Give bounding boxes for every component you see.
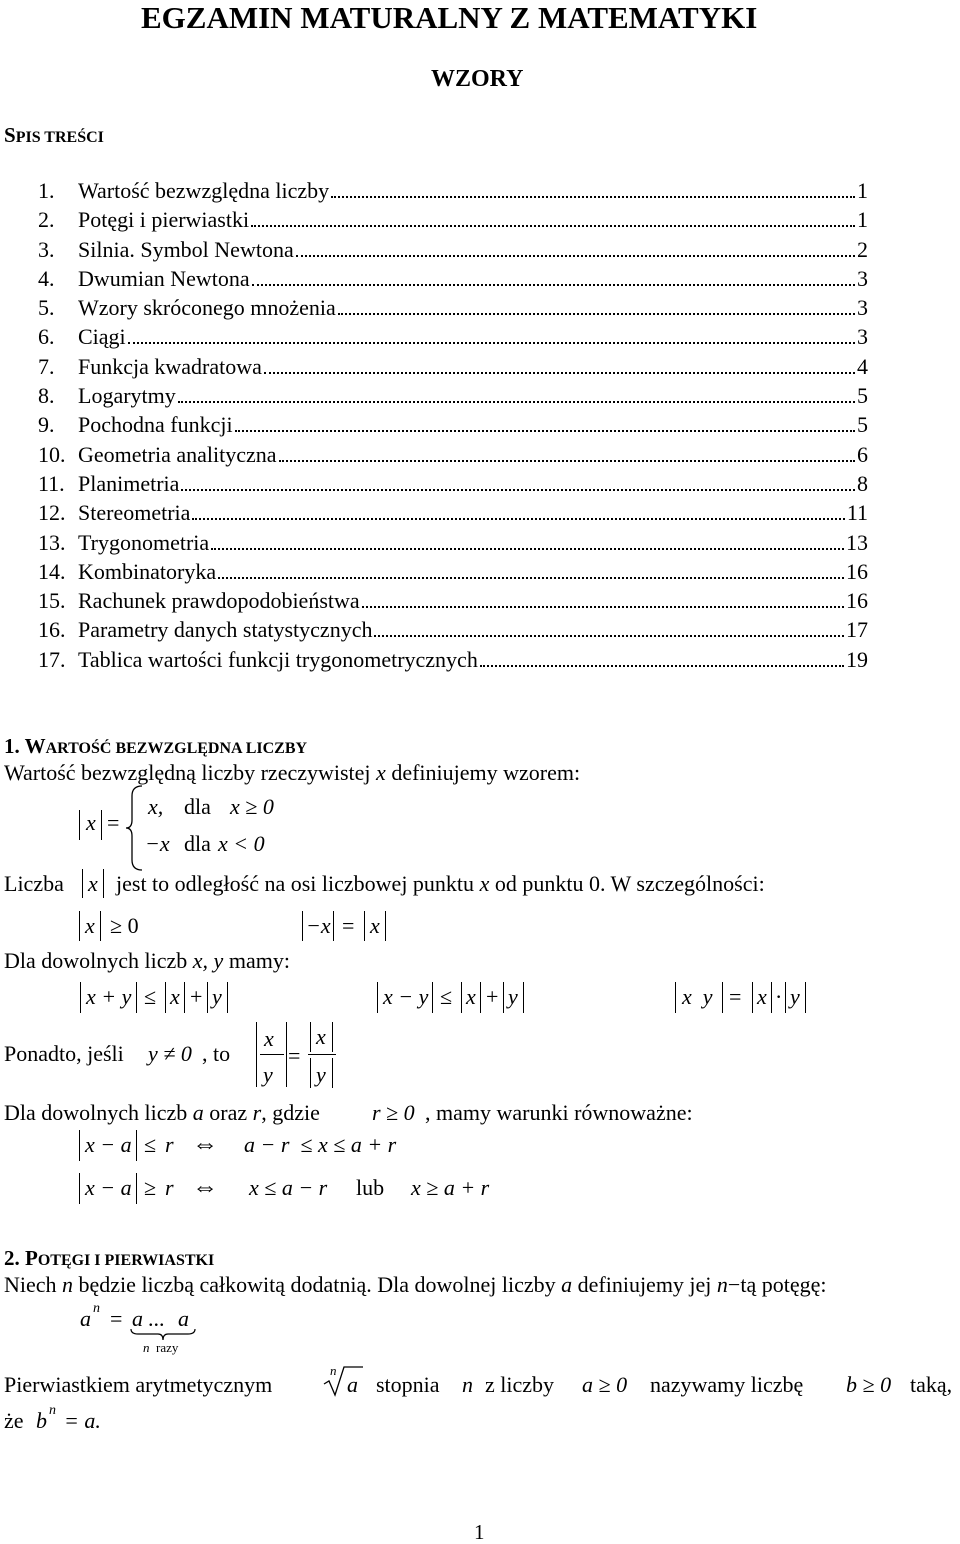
- distance-text-a: Liczba: [4, 871, 64, 896]
- toc-entry[interactable]: [38, 442, 868, 471]
- toc-leader-dots: [178, 401, 855, 403]
- toc-entry-number: 17.: [38, 646, 66, 672]
- case-2-dla: dla: [184, 831, 211, 856]
- toc-entry[interactable]: [38, 207, 868, 236]
- ponadto-cond: y ≠ 0: [148, 1041, 192, 1066]
- page-number: 1: [474, 1520, 485, 1544]
- toc-leader-dots: [296, 255, 855, 257]
- toc-entry[interactable]: [38, 295, 868, 324]
- toc-leader-dots: [480, 665, 844, 667]
- root-text-c: z liczby: [485, 1372, 555, 1397]
- toc-entry-page: 17: [846, 617, 868, 643]
- toc-leader-dots: [331, 196, 855, 198]
- case-1-cond: x ≥ 0: [230, 794, 274, 819]
- toc-entry-page: 16: [846, 588, 868, 614]
- toc-entry-label: Tablica wartości funkcji trygonometrycznych: [78, 646, 478, 672]
- toc-entry-label: Ciągi: [78, 324, 126, 350]
- toc-entry-page: 11: [846, 500, 868, 526]
- toc-entry-page: 8: [857, 470, 868, 496]
- any-ar-end: , mamy warunki równoważne:: [425, 1100, 693, 1125]
- toc-entry-label: Dwumian Newtona: [78, 265, 250, 291]
- toc-leader-dots: [338, 313, 855, 315]
- toc-entry[interactable]: [38, 324, 868, 353]
- toc-entry-number: 13.: [38, 529, 66, 555]
- toc-entry-label: Funkcja kwadratowa: [78, 353, 262, 379]
- toc-entry-page: 3: [857, 265, 868, 291]
- left-brace: [124, 784, 144, 872]
- toc-entry[interactable]: [38, 559, 868, 588]
- toc-entry[interactable]: [38, 647, 868, 676]
- toc-leader-dots: [279, 460, 855, 462]
- toc-entry-number: 10.: [38, 441, 66, 467]
- any-ar-cond: r ≥ 0: [372, 1100, 415, 1125]
- toc-entry[interactable]: [38, 530, 868, 559]
- toc-entry-number: 12.: [38, 500, 66, 526]
- toc-entry-number: 14.: [38, 558, 66, 584]
- toc-leader-dots: [235, 430, 855, 432]
- toc-entry-number: 1.: [38, 178, 55, 203]
- toc-entry-label: Parametry danych statystycznych: [78, 617, 373, 643]
- toc-entry-number: 7.: [38, 353, 55, 379]
- root-text-f: że: [4, 1408, 24, 1433]
- case-1-dla: dla: [184, 794, 211, 819]
- toc-entry[interactable]: [38, 178, 868, 207]
- toc-entry-number: 2.: [38, 207, 55, 233]
- toc-leader-dots: [192, 518, 844, 520]
- section-heading-powers: 2. POTĘGI I PIERWIASTKI: [4, 1246, 215, 1270]
- toc-entry-page: 6: [857, 441, 868, 467]
- toc-entry[interactable]: [38, 617, 868, 646]
- toc-entry-page: 13: [846, 529, 868, 555]
- lub-text: lub: [356, 1175, 385, 1200]
- toc-entry-number: 16.: [38, 617, 66, 643]
- toc-entry-page: 1: [857, 207, 868, 233]
- underbrace-razy: razy: [156, 1340, 179, 1355]
- toc-entry-label: Kombinatoryka: [78, 558, 217, 584]
- toc-entry-number: 9.: [38, 412, 55, 438]
- toc-leader-dots: [181, 489, 855, 491]
- toc-entry-label: Stereometria: [78, 500, 191, 526]
- toc-entry-label: Planimetria: [78, 470, 180, 496]
- toc-entry-page: 3: [857, 324, 868, 350]
- toc-entry[interactable]: [38, 500, 868, 529]
- case-2: −x: [145, 831, 170, 856]
- toc-entry-label: Trygonometria: [78, 529, 210, 555]
- toc-leader-dots: [211, 548, 844, 550]
- toc-entry-page: 3: [857, 295, 868, 321]
- document-subtitle: WZORY: [431, 66, 524, 92]
- toc-entry-number: 6.: [38, 324, 55, 350]
- toc-leader-dots: [374, 635, 844, 637]
- section-heading-absolute-value: 1. WARTOŚĆ BEZWZGLĘDNA LICZBY: [4, 734, 308, 758]
- root-text-b: stopnia: [376, 1372, 440, 1397]
- toc-leader-dots: [362, 606, 844, 608]
- toc-entry[interactable]: [38, 237, 868, 266]
- root-text-d: nazywamy liczbę: [650, 1372, 804, 1397]
- toc-entry-number: 11.: [38, 470, 65, 496]
- case-1: x,: [148, 794, 164, 819]
- underbrace-n: n: [143, 1340, 150, 1355]
- root-cond: a ≥ 0: [582, 1372, 628, 1397]
- toc-entry[interactable]: [38, 266, 868, 295]
- toc-entry-number: 3.: [38, 236, 55, 262]
- document-title: EGZAMIN MATURALNY Z MATEMATYKI: [141, 0, 758, 35]
- toc-entry[interactable]: [38, 354, 868, 383]
- any-xy-text: Dla dowolnych liczb x, y mamy:: [4, 948, 290, 973]
- toc-entry-page: 19: [846, 646, 868, 672]
- toc-entry-label: Wzory skróconego mnożenia: [78, 295, 336, 321]
- toc-entry-label: Potęgi i pierwiastki: [78, 207, 250, 233]
- toc-entry-page: 16: [846, 558, 868, 584]
- toc-entry-number: 15.: [38, 588, 66, 614]
- toc-entry-number: 8.: [38, 383, 55, 409]
- toc-entry-number: 5.: [38, 295, 55, 321]
- toc-leader-dots: [264, 372, 855, 374]
- toc-entry-page: 1: [857, 178, 868, 203]
- toc-leader-dots: [218, 577, 844, 579]
- any-ar-text: Dla dowolnych liczb a oraz r, gdzie: [4, 1100, 320, 1125]
- toc-entry[interactable]: [38, 471, 868, 500]
- toc-entry-page: 5: [857, 383, 868, 409]
- toc-entry-page: 2: [857, 236, 868, 262]
- toc-entry-page: 4: [857, 353, 868, 379]
- table-of-contents: [38, 178, 868, 676]
- case-2-cond: x < 0: [218, 831, 265, 856]
- toc-entry[interactable]: [38, 412, 868, 441]
- toc-entry-number: 4.: [38, 265, 55, 291]
- root-cond2: b ≥ 0: [846, 1372, 892, 1397]
- toc-entry[interactable]: [38, 588, 868, 617]
- ponadto-text: Ponadto, jeśli: [4, 1041, 124, 1066]
- toc-heading: SPIS TREŚCI: [4, 123, 104, 147]
- ponadto-to: , to: [202, 1041, 231, 1066]
- toc-entry-label: Geometria analityczna: [78, 441, 277, 467]
- absolute-value-definition-text: Wartość bezwzględną liczby rzeczywistej x definiujemy wzorem:: [4, 760, 581, 785]
- root-text-a: Pierwiastkiem arytmetycznym: [4, 1372, 273, 1397]
- toc-entry-label: Logarytmy: [78, 383, 176, 409]
- power-definition-text: Niech n będzie liczbą całkowitą dodatnią. Dla dowolnej liczby a definiujemy jej n−tą potęgę:: [4, 1272, 827, 1297]
- toc-entry-label: Rachunek prawdopodobieństwa: [78, 588, 360, 614]
- root-n: n: [462, 1372, 473, 1397]
- root-text-e: taką,: [910, 1372, 953, 1397]
- toc-entry-label: Wartość bezwzględna liczby: [78, 178, 330, 203]
- toc-leader-dots: [251, 225, 855, 227]
- toc-entry[interactable]: [38, 383, 868, 412]
- toc-entry-page: 5: [857, 412, 868, 438]
- toc-leader-dots: [252, 284, 855, 286]
- toc-entry-label: Pochodna funkcji: [78, 412, 233, 438]
- distance-text-b: jest to odległość na osi liczbowej punktu x od punktu 0. W szczególności:: [116, 871, 765, 896]
- toc-leader-dots: [128, 342, 855, 344]
- toc-entry-label: Silnia. Symbol Newtona: [78, 236, 294, 262]
